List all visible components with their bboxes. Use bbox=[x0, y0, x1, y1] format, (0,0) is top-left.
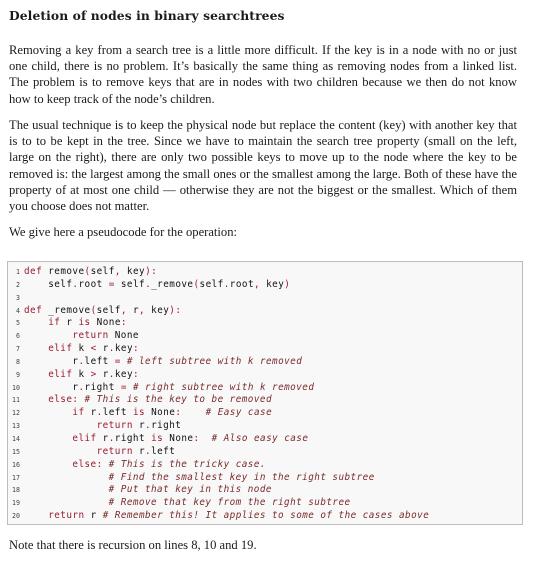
line-number: 3 bbox=[16, 293, 20, 302]
code-text: r.right = # right subtree with k removed bbox=[72, 381, 315, 393]
paragraph-technique: The usual technique is to keep the physical node but replace the content (key) with another key that is to to be kept in the tree. Since we have to maintain the search tree property (small on the left, large on the right), there are only two possible keys to move up to the node where the key to be removed is: the largest among the small ones or the smallest among the large. Both of these have the property of at most one child — otherwise they are not the biggest or the smallest. Which of them you choose does not matter. bbox=[9, 118, 517, 214]
code-line bbox=[12, 497, 518, 510]
line-number: 17 bbox=[12, 473, 20, 482]
code-text: # Find the smallest key in the right subtree bbox=[108, 471, 375, 483]
paragraph-note: Note that there is recursion on lines 8, 10 and 19. bbox=[9, 538, 257, 552]
code-line bbox=[16, 355, 518, 369]
line-number: 12 bbox=[12, 409, 20, 418]
paragraph-pseudocode-intro: We give here a pseudocode for the operation: bbox=[9, 225, 238, 239]
line-number: 20 bbox=[12, 512, 20, 521]
code-text: # Remove that key from the right subtree bbox=[108, 497, 351, 509]
code-line bbox=[12, 458, 518, 472]
code-text: return r.left bbox=[96, 445, 176, 457]
code-text: elif k > r.key: bbox=[48, 368, 140, 380]
line-number: 2 bbox=[16, 280, 20, 289]
code-line bbox=[16, 266, 518, 279]
code-text: self.root = self._remove(self.root, key) bbox=[48, 278, 291, 290]
line-number: 14 bbox=[12, 434, 20, 443]
code-line bbox=[12, 420, 518, 433]
code-text: return r # Remember this! It applies to some of the cases above bbox=[48, 510, 430, 522]
line-number: 1 bbox=[16, 268, 20, 276]
code-text: else: # This is the key to be removed bbox=[48, 394, 272, 406]
section-heading: Deletion of nodes in binary searchtrees bbox=[9, 8, 285, 23]
code-text: elif k < r.key: bbox=[48, 343, 140, 355]
code-line bbox=[12, 407, 518, 420]
code-text: def remove(self, key): bbox=[24, 266, 158, 277]
line-number: 6 bbox=[16, 332, 20, 341]
code-line bbox=[12, 381, 518, 395]
code-line bbox=[16, 368, 518, 382]
code-line bbox=[12, 394, 518, 407]
line-number: 8 bbox=[16, 357, 20, 366]
code-line bbox=[16, 292, 518, 305]
line-number: 16 bbox=[12, 460, 20, 469]
paragraph-intro: Removing a key from a search tree is a little more difficult. If the key is in a node with no or just one child, there is no problem. It’s basically the same thing as removing nodes from a linked list. The problem is to remove keys that are in nodes with two children because we then do not know how to keep track of the node’s children. bbox=[9, 43, 517, 106]
code-text: if r is None: bbox=[48, 317, 127, 329]
code-lines bbox=[12, 266, 518, 523]
line-number: 5 bbox=[16, 319, 20, 328]
line-number: 15 bbox=[12, 447, 20, 456]
line-number: 4 bbox=[16, 306, 20, 315]
code-line bbox=[16, 317, 518, 330]
code-text: def _remove(self, r, key): bbox=[24, 304, 182, 316]
code-line bbox=[12, 432, 518, 446]
code-text: return None bbox=[72, 330, 139, 342]
line-number: 19 bbox=[12, 499, 20, 508]
code-text: if r.left is None: # Easy case bbox=[72, 407, 273, 419]
line-number: 7 bbox=[16, 345, 20, 354]
code-line bbox=[16, 330, 518, 343]
code-text: # Put that key in this node bbox=[108, 484, 272, 496]
code-listing bbox=[7, 261, 523, 525]
code-line bbox=[16, 304, 518, 318]
code-line bbox=[16, 278, 518, 292]
code-line bbox=[12, 510, 518, 523]
code-text: r.left = # left subtree with k removed bbox=[72, 355, 303, 367]
code-line bbox=[16, 343, 518, 356]
code-text: else: # This is the tricky case. bbox=[72, 458, 266, 470]
line-number: 10 bbox=[12, 383, 20, 392]
code-line bbox=[12, 445, 518, 459]
line-number: 18 bbox=[12, 486, 20, 495]
code-text: return r.right bbox=[96, 420, 182, 432]
line-number: 11 bbox=[12, 396, 20, 405]
code-line bbox=[12, 484, 518, 497]
code-text: elif r.right is None: # Also easy case bbox=[72, 432, 309, 444]
code-line bbox=[12, 471, 518, 485]
line-number: 13 bbox=[12, 422, 20, 431]
line-number: 9 bbox=[16, 370, 20, 379]
